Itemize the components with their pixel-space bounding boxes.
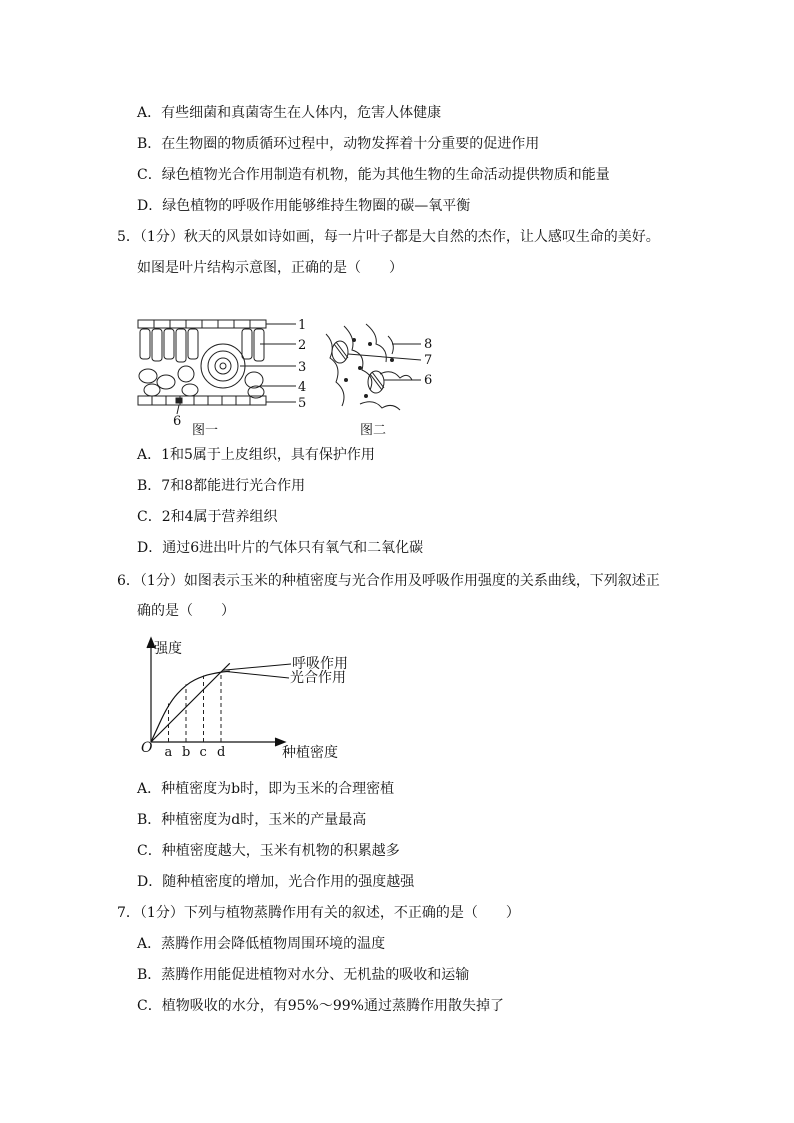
legend-photosynthesis: 光合作用: [290, 670, 346, 686]
q7-option-c: C．植物吸收的水分，有95%～99%通过蒸腾作用散失掉了: [137, 998, 504, 1014]
y-axis-label: 强度: [154, 641, 182, 657]
q4-option-d: D．绿色植物的呼吸作用能够维持生物圈的碳—氧平衡: [137, 198, 471, 214]
density-intensity-chart: [135, 632, 375, 764]
fig1-label-5: 5: [298, 396, 307, 411]
q7-option-a: A．蒸腾作用会降低植物周围环境的温度: [137, 936, 386, 952]
series-line-呼吸作用: [151, 663, 230, 742]
fig1-label-4: 4: [298, 380, 307, 395]
q6-stem-line1: 6．（1分）如图表示玉米的种植密度与光合作用及呼吸作用强度的关系曲线，下列叙述正: [117, 573, 660, 589]
fig2-label-6: 6: [424, 373, 433, 388]
q5-option-d: D．通过6进出叶片的气体只有氧气和二氧化碳: [137, 540, 424, 556]
epidermis-surface-diagram: [326, 324, 421, 410]
fig1-label-6: 6: [173, 414, 182, 429]
x-tick-a: a: [164, 745, 173, 760]
q5-option-c: C．2和4属于营养组织: [137, 509, 278, 525]
leaf-cross-section-diagram: [138, 320, 296, 414]
q5-option-a: A．1和5属于上皮组织，具有保护作用: [137, 447, 375, 463]
leaf-structure-figure: [130, 314, 450, 442]
fig1-label-3: 3: [298, 360, 307, 375]
fig2-caption: 图二: [360, 423, 387, 438]
fig2-label-7: 7: [424, 353, 433, 368]
q5-stem-line2: 如图是叶片结构示意图，正确的是（ ）: [137, 260, 403, 276]
q4-option-b: B．在生物圈的物质循环过程中，动物发挥着十分重要的促进作用: [137, 136, 540, 152]
fig1-label-1: 1: [298, 318, 307, 333]
series-line-光合作用: [151, 671, 230, 742]
x-tick-d: d: [217, 745, 226, 760]
photosynthesis-leader-line: [226, 671, 289, 678]
q7-option-b: B．蒸腾作用能促进植物对水分、无机盐的吸收和运输: [137, 967, 470, 983]
x-axis-label: 种植密度: [282, 745, 338, 761]
x-tick-b: b: [182, 745, 191, 760]
q4-option-c: C．绿色植物光合作用制造有机物，能为其他生物的生命活动提供物质和能量: [137, 167, 610, 183]
q6-option-c: C．种植密度越大，玉米有机物的积累越多: [137, 843, 400, 859]
x-tick-c: c: [199, 745, 207, 760]
respiration-leader-line: [223, 664, 291, 670]
fig2-label-8: 8: [424, 337, 433, 352]
q5-option-b: B．7和8都能进行光合作用: [137, 478, 306, 494]
q6-option-a: A．种植密度为b时，即为玉米的合理密植: [137, 781, 395, 797]
origin-label: O: [141, 740, 153, 756]
q5-stem-line1: 5．（1分）秋天的风景如诗如画，每一片叶子都是大自然的杰作，让人感叹生命的美好。: [117, 229, 660, 245]
q4-option-a: A．有些细菌和真菌寄生在人体内，危害人体健康: [137, 105, 442, 121]
q7-stem: 7．（1分）下列与植物蒸腾作用有关的叙述，不正确的是（ ）: [117, 905, 520, 921]
fig1-caption: 图一: [192, 423, 219, 438]
q6-option-b: B．种植密度为d时，玉米的产量最高: [137, 812, 367, 828]
q6-option-d: D．随种植密度的增加，光合作用的强度越强: [137, 874, 415, 890]
fig1-label-2: 2: [298, 338, 307, 353]
legend-respiration: 呼吸作用: [292, 656, 348, 672]
q6-stem-line2: 确的是（ ）: [137, 603, 235, 619]
